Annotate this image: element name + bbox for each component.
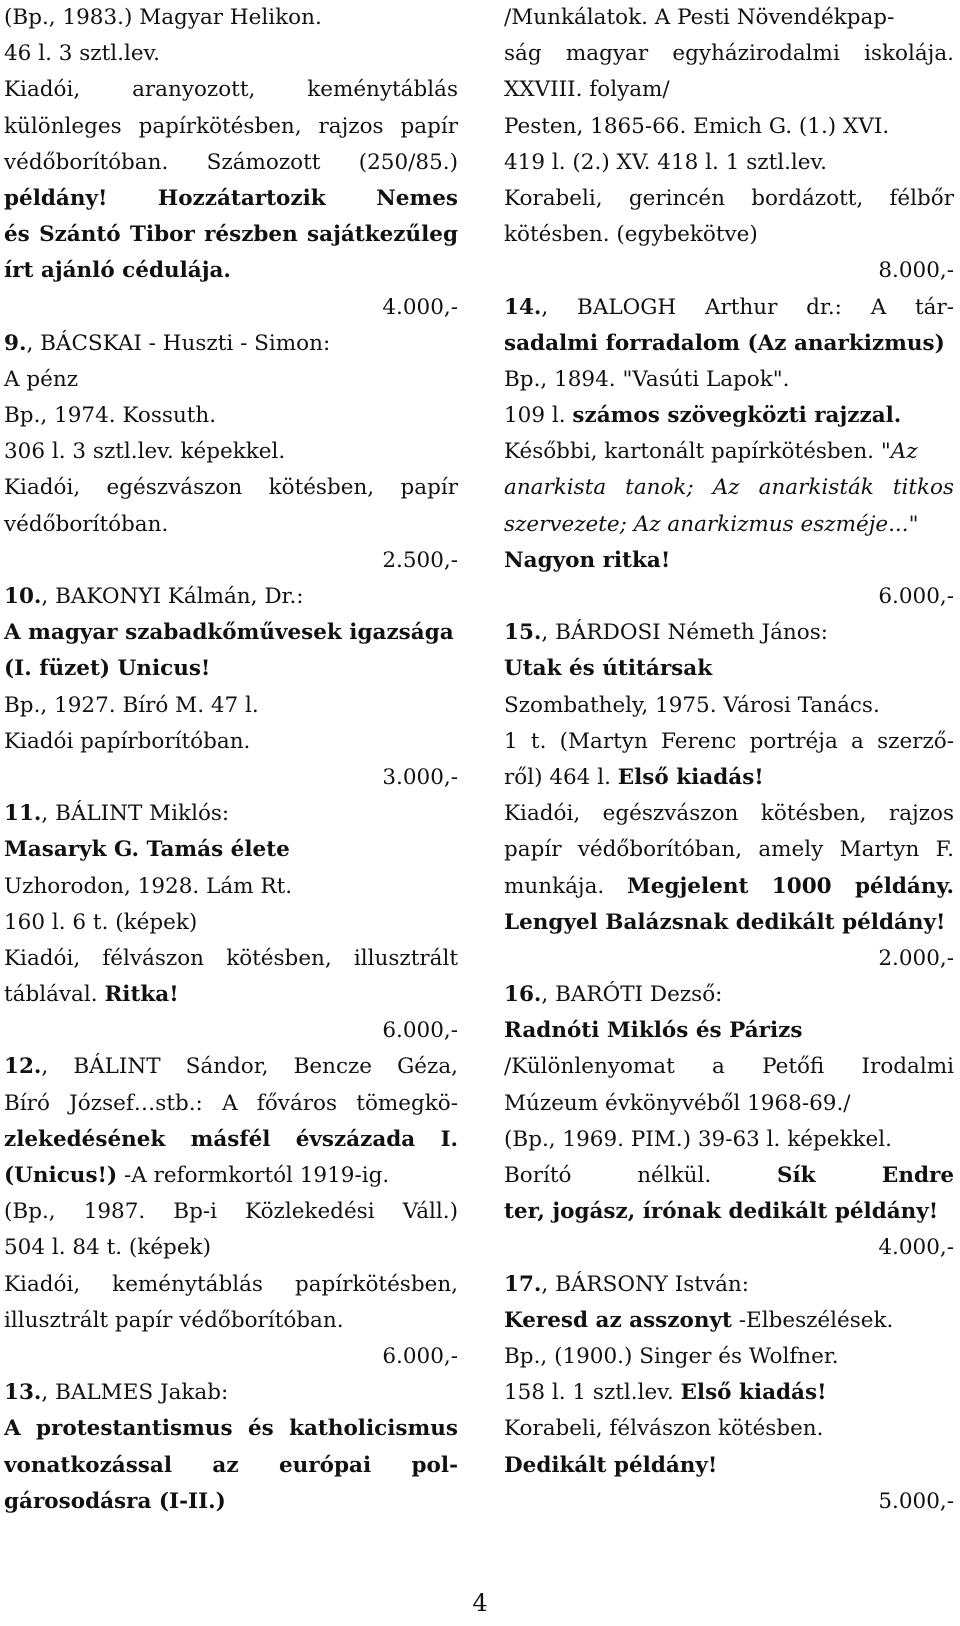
text-line [504,543,954,579]
text-run: Korabeli, gerincén bordázott, félbőr [504,185,954,211]
text-run: Masaryk G. Tamás élete [4,837,290,863]
text-line [4,1049,458,1085]
text-run: 6.000,- [382,1018,458,1044]
text-line [504,290,954,326]
text-run: 5.000,- [878,1488,954,1514]
text-run: Kiadói, keménytáblás papírkötésben, [4,1271,458,1297]
text-line [4,832,458,868]
text-run: , BÁCSKAI - Huszti - Simon: [26,330,331,356]
text-line [504,217,954,253]
text-run: ság magyar egyházirodalmi iskolája. [504,41,954,67]
text-line [4,1375,458,1411]
text-run: szervezete; Az anarkizmus eszméje..." [504,511,919,537]
text-run: XXVIII. folyam/ [504,77,670,103]
text-run: 15. [504,620,542,646]
text-run: 306 l. 3 sztl.lev. képekkel. [4,439,286,465]
text-line [504,1411,954,1447]
text-run: Szombathely, 1975. Városi Tanács. [504,692,880,718]
left-column [4,0,458,1520]
text-run: Bp., 1894. "Vasúti Lapok". [504,366,790,392]
text-line [504,905,954,941]
text-run: Radnóti Miklós és Párizs [504,1018,803,1044]
text-run: és Szántó Tibor részben sajátkezűleg [4,222,458,248]
text-run: 8.000,- [878,258,954,284]
text-run: 12. [4,1054,42,1080]
text-run: Kiadói, aranyozott, keménytáblás [4,77,458,103]
text-run: 3.000,- [382,764,458,790]
text-line [4,253,458,289]
text-line [4,615,458,651]
text-line [4,724,458,760]
text-line [4,941,458,977]
text-line [4,1230,458,1266]
text-line [504,1049,954,1085]
text-run: Korabeli, félvászon kötésben. [504,1416,824,1442]
text-line [4,579,458,615]
text-run: Ritka! [104,982,179,1008]
text-line [504,1194,954,1230]
text-line [504,362,954,398]
text-run: Borító nélkül. [504,1163,777,1188]
text-line [4,434,458,470]
text-run: védőborítóban. [4,511,169,537]
price-line [4,543,458,579]
text-run: 16. [504,982,542,1008]
text-line [504,760,954,796]
text-run: -Elbeszélések. [731,1307,894,1333]
text-run: 10. [4,584,42,609]
text-line [4,1194,458,1230]
text-run: , BÁLINT Sándor, Bencze Géza, [41,1054,458,1080]
text-line [504,1303,954,1339]
text-run: (Unicus!) [4,1163,118,1188]
text-line [504,109,954,145]
text-run: 160 l. 6 t. (képek) [4,909,198,935]
text-run: (Bp., 1987. Bp-i Közlekedési Váll.) [4,1199,458,1225]
text-run: Keresd az asszonyt [504,1307,732,1333]
text-line [4,1267,458,1303]
price-line [4,290,458,326]
text-line [504,688,954,724]
text-run: Első kiadás! [680,1380,827,1406]
text-run: munkája. [504,873,627,899]
text-run: számos szövegközti rajzzal. [572,403,902,429]
text-line [504,1158,954,1194]
text-line [4,977,458,1013]
text-run: , BÁRSONY István: [541,1271,750,1297]
price-line [504,1230,954,1266]
text-run: példány! Hozzátartozik Nemes [4,185,458,211]
text-run: "Az [880,439,918,465]
text-line [504,615,954,651]
text-run: különleges papírkötésben, rajzos papír [4,113,458,139]
text-run: gárosodásra (I-II.) [4,1488,226,1514]
text-line [4,1086,458,1122]
text-run: Dedikált példány! [504,1452,718,1478]
price-line [504,1484,954,1520]
text-line [4,507,458,543]
text-run: Sík Endre [776,1163,954,1188]
text-run: Múzeum évkönyvéből 1968-69./ [504,1090,851,1116]
text-line [504,72,954,108]
text-run: (I. füzet) Unicus! [4,656,211,682]
price-line [504,941,954,977]
text-line [504,434,954,470]
text-line [4,36,458,72]
text-run: védőborítóban. Számozott (250/85.) [4,149,458,175]
text-line [504,1339,954,1375]
text-line [4,1411,458,1447]
text-run: vonatkozással az európai pol- [4,1452,458,1478]
text-run: kötésben. (egybekötve) [504,222,758,248]
text-run: sadalmi forradalom (Az anarkizmus) [504,330,945,356]
text-run: zlekedésének másfél évszázada I. [4,1126,458,1152]
text-run: , BARÓTI Dezső: [541,982,723,1008]
text-line [4,1448,458,1484]
text-run: 17. [504,1271,542,1297]
text-run: A pénz [4,366,79,392]
text-run: 4.000,- [382,294,458,320]
text-run: 419 l. (2.) XV. 418 l. 1 sztl.lev. [504,149,827,175]
text-run: Bp., (1900.) Singer és Wolfner. [504,1343,839,1369]
text-run: 6.000,- [382,1343,458,1369]
text-line [504,507,954,543]
text-line [504,470,954,506]
text-run: Lengyel Balázsnak dedikált példány! [504,909,946,935]
text-run: , BÁRDOSI Németh János: [541,620,828,646]
text-line [504,1013,954,1049]
text-run: (Bp., 1983.) Magyar Helikon. [4,5,322,30]
text-run: 14. [504,294,542,320]
text-run: 109 l. [504,403,573,429]
text-run: Nagyon ritka! [504,547,671,573]
text-line [4,651,458,687]
text-line [504,651,954,687]
text-run: /Különlenyomat a Petőfi Irodalmi [504,1054,954,1080]
text-run: Bíró József…stb.: A főváros tömegkö- [4,1090,458,1116]
text-run: 2.500,- [382,547,458,573]
text-run: Uzhorodon, 1928. Lám Rt. [4,873,293,899]
text-run: Megjelent 1000 példány. [627,873,954,899]
text-run: Későbbi, kartonált papírkötésben. [504,439,881,465]
text-line [504,1375,954,1411]
text-run: 4.000,- [878,1235,954,1261]
text-line [4,72,458,108]
text-run: Utak és útitársak [504,656,713,682]
text-run: 9. [4,330,27,356]
text-line [4,109,458,145]
text-line [504,326,954,362]
text-line [4,362,458,398]
text-run: A magyar szabadkőművesek igazsága [4,620,454,646]
price-line [504,579,954,615]
text-line [4,1484,458,1520]
text-line [504,36,954,72]
text-run: (Bp., 1969. PIM.) 39-63 l. képekkel. [504,1126,892,1152]
right-column [504,0,954,1520]
text-line [4,470,458,506]
text-run: 6.000,- [878,584,954,609]
text-line [4,145,458,181]
text-line [4,1158,458,1194]
price-line [4,760,458,796]
text-run: Első kiadás! [617,764,764,790]
text-line [504,145,954,181]
text-run: , BALOGH Arthur dr.: A tár- [541,294,954,320]
text-run: Pesten, 1865-66. Emich G. (1.) XVI. [504,113,890,139]
text-run: Bp., 1974. Kossuth. [4,403,217,429]
text-run: 1 t. (Martyn Ferenc portréja a szerző- [504,728,954,754]
text-run: 158 l. 1 sztl.lev. [504,1380,681,1406]
text-line [4,1122,458,1158]
text-run: Kiadói, egészvászon kötésben, rajzos [504,801,954,827]
page-number: 4 [472,1589,488,1617]
text-line [4,398,458,434]
text-line [504,977,954,1013]
text-line [4,326,458,362]
text-line [504,832,954,868]
text-run: A protestantismus és katholicismus [4,1416,458,1442]
text-run: 2.000,- [878,945,954,971]
text-line [4,869,458,905]
text-run: ről) 464 l. [504,764,618,790]
text-run: , BÁLINT Miklós: [41,801,230,827]
text-line [504,1267,954,1303]
text-run: 46 l. 3 sztl.lev. [4,41,160,67]
text-line [504,398,954,434]
text-line [504,1122,954,1158]
text-line [4,688,458,724]
text-run: írt ajánló cédulája. [4,258,231,284]
text-line [504,796,954,832]
text-line [4,181,458,217]
text-run: táblával. [4,982,105,1008]
text-run: Kiadói, egészvászon kötésben, papír [4,475,458,501]
text-run: Bp., 1927. Bíró M. 47 l. [4,692,259,718]
price-line [4,1339,458,1375]
text-run: ter, jogász, írónak dedikált példány! [504,1199,939,1225]
text-run: anarkista tanok; Az anarkisták titkos [504,475,954,501]
price-line [504,253,954,289]
text-line [504,0,954,36]
text-run: /Munkálatok. A Pesti Növendékpap- [504,5,895,30]
text-line [504,1086,954,1122]
price-line [4,1013,458,1049]
text-run: Kiadói papírborítóban. [4,728,251,754]
text-run: 13. [4,1380,42,1406]
text-run: -A reformkortól 1919-ig. [117,1163,390,1188]
text-run: Kiadói, félvászon kötésben, illusztrált [4,945,458,971]
text-run: , BAKONYI Kálmán, Dr.: [41,584,304,609]
text-run: illusztrált papír védőborítóban. [4,1307,344,1333]
text-line [504,724,954,760]
text-line [4,905,458,941]
text-run: papír védőborítóban, amely Martyn F. [504,837,954,863]
text-line [504,869,954,905]
text-run: 504 l. 84 t. (képek) [4,1235,211,1261]
text-line [4,796,458,832]
text-line [504,181,954,217]
text-line [4,0,458,36]
text-run: , BALMES Jakab: [41,1380,229,1406]
text-line [4,217,458,253]
text-run: 11. [4,801,42,827]
text-line [504,1448,954,1484]
text-line [4,1303,458,1339]
